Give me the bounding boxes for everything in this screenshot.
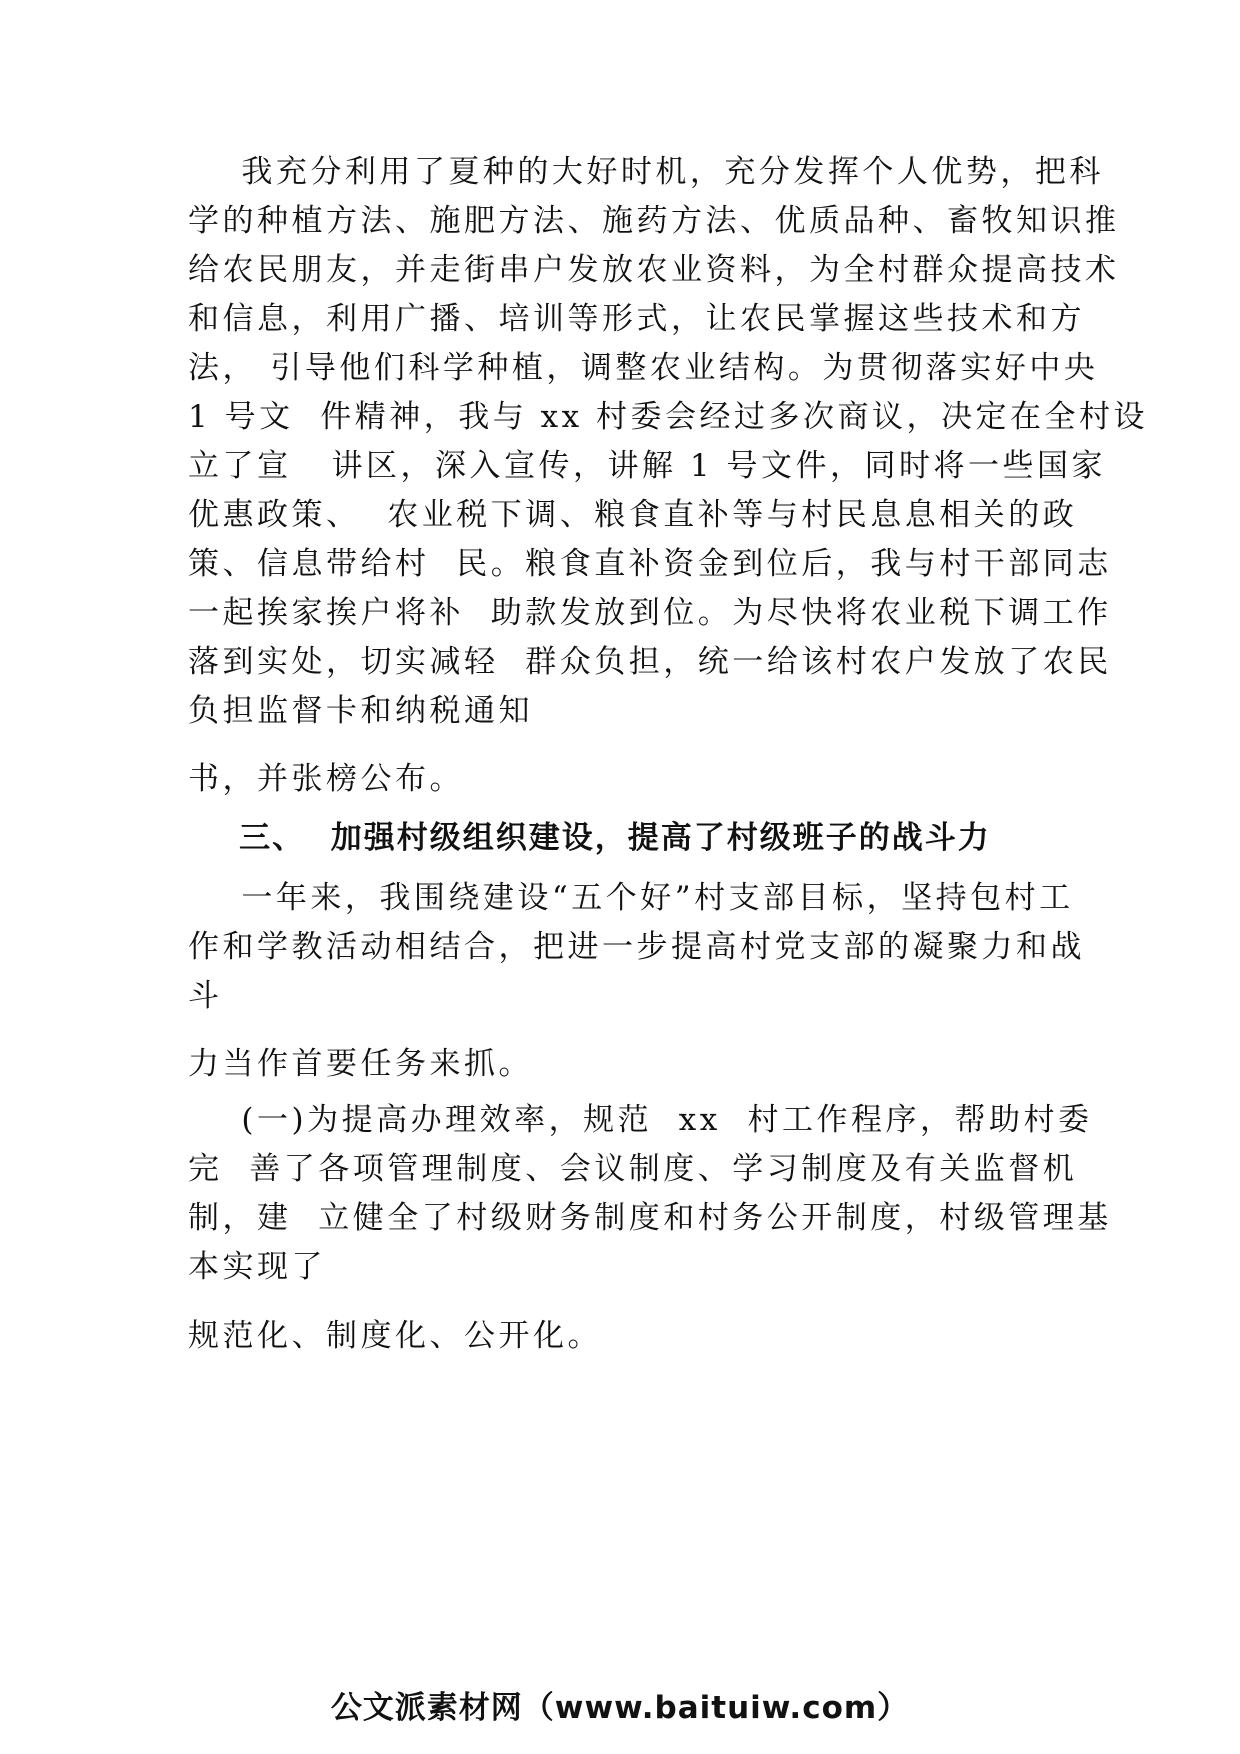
paragraph-line: 斗 bbox=[188, 978, 223, 1014]
paragraph-line: 和信息，利用广播、培训等形式，让农民掌握这些技术和方 bbox=[188, 301, 1085, 337]
paragraph-line: 优惠政策、 农业税下调、粮食直补等与村民息息相关的政 bbox=[188, 497, 1078, 533]
paragraph-line: 一起挨家挨户将补 助款发放到位。为尽快将农业税下调工作 bbox=[188, 595, 1112, 631]
paragraph-line: 本实现了 bbox=[188, 1249, 326, 1285]
paragraph-line: 学的种植方法、施肥方法、施药方法、优质品种、畜牧知识推 bbox=[188, 203, 1120, 239]
paragraph-line: 立了宣 讲区，深入宣传，讲解 1 号文件，同时将一些国家 bbox=[188, 448, 1106, 484]
paragraph-line: 我充分利用了夏种的大好时机，充分发挥个人优势，把科 bbox=[188, 154, 1104, 190]
paragraph-line: 负担监督卡和纳税通知 bbox=[188, 693, 533, 729]
paragraph-line: 一年来，我围绕建设“五个好”村支部目标，坚持包村工 bbox=[188, 880, 1074, 916]
section-heading: 三、 加强村级组织建设，提高了村级班子的战斗力 bbox=[188, 820, 991, 856]
paragraph-line: 策、信息带给村 民。粮食直补资金到位后，我与村干部同志 bbox=[188, 546, 1112, 582]
paragraph-line: 给农民朋友，并走街串户发放农业资料，为全村群众提高技术 bbox=[188, 252, 1120, 288]
paragraph-line: 1 号文 件精神，我与 xx 村委会经过多次商议，决定在全村设 bbox=[188, 399, 1148, 435]
paragraph-line: (一)为提高办理效率，规范 xx 村工作程序，帮助村委 bbox=[188, 1102, 1093, 1138]
footer-watermark: 公文派素材网（www.baituiw.com） bbox=[330, 1690, 910, 1726]
paragraph-line: 作和学教活动相结合，把进一步提高村党支部的凝聚力和战 bbox=[188, 929, 1085, 965]
paragraph-line: 力当作首要任务来抓。 bbox=[188, 1046, 533, 1082]
paragraph-line: 完 善了各项管理制度、会议制度、学习制度及有关监督机 bbox=[188, 1151, 1078, 1187]
paragraph-line: 书，并张榜公布。 bbox=[188, 761, 464, 797]
paragraph-line: 规范化、制度化、公开化。 bbox=[188, 1318, 602, 1354]
paragraph-line: 制，建 立健全了村级财务制度和村务公开制度，村级管理基 bbox=[188, 1200, 1112, 1236]
paragraph-line: 落到实处，切实减轻 群众负担，统一给该村农户发放了农民 bbox=[188, 644, 1112, 680]
paragraph-line: 法， 引导他们科学种植，调整农业结构。为贯彻落实好中央 bbox=[188, 350, 1099, 386]
